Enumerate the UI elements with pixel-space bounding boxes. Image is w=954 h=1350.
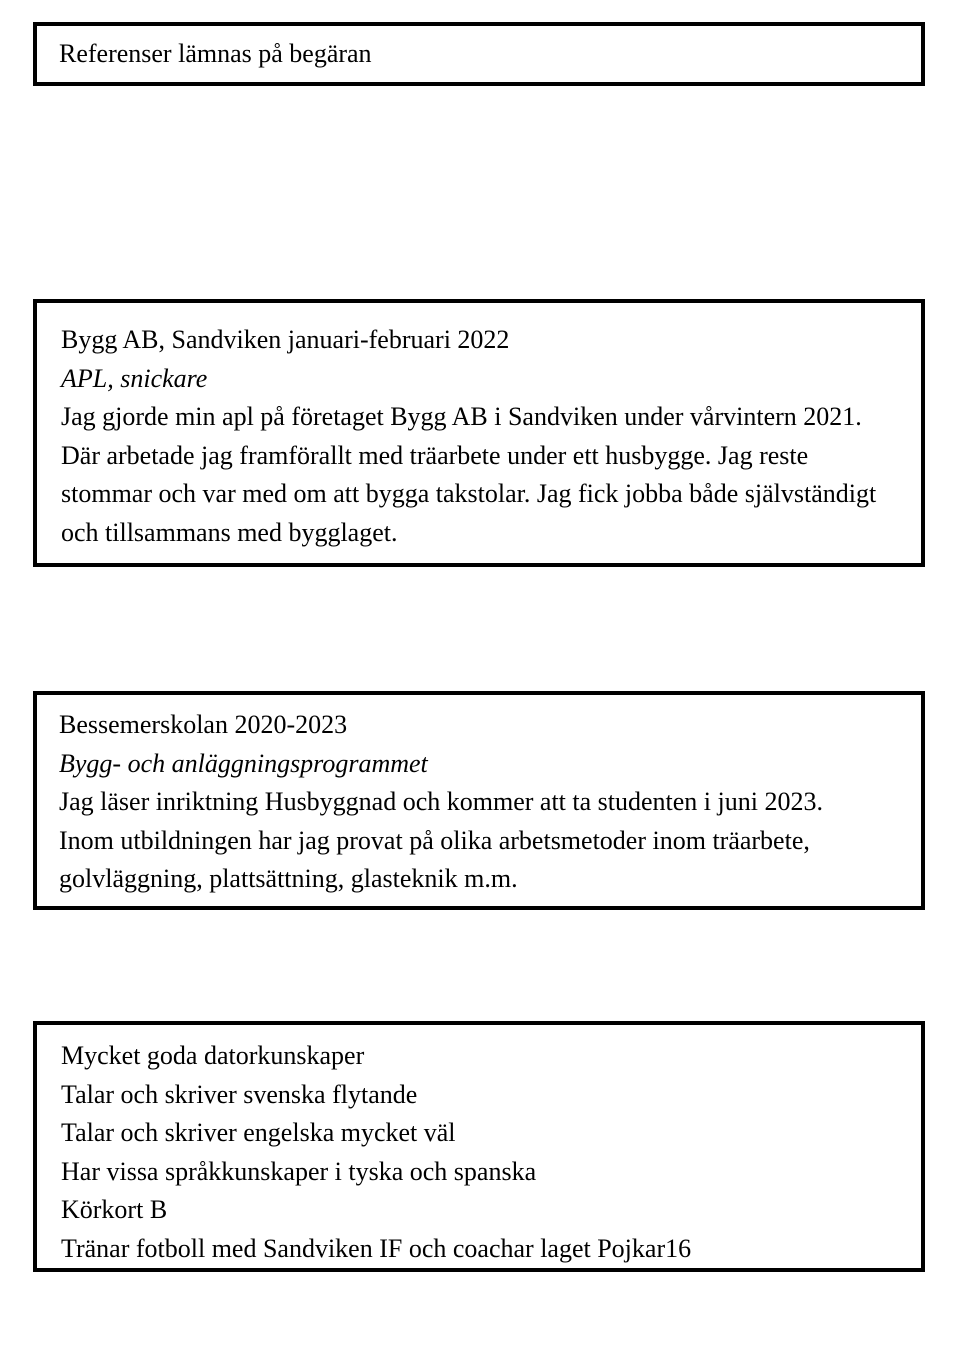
skill-item: Talar och skriver svenska flytande (61, 1079, 418, 1109)
work-description: Jag gjorde min apl på företaget Bygg AB i Sandviken under vårvintern 2021. Där arbetade jag framförallt med träarbete under ett husbygge. Jag reste stommar och var med om att bygga takstolar. Jag fick jobba både självständigt och tillsammans med bygglaget. (61, 402, 877, 547)
education-description-line: Jag läser inriktning Husbyggnad och kommer att ta studenten i juni 2023. (59, 787, 823, 817)
skill-item: Talar och skriver engelska mycket väl (61, 1118, 456, 1148)
work-role: APL, snickare (61, 363, 208, 393)
work-heading: Bygg AB, Sandviken januari-februari 2022 (61, 325, 510, 354)
references-text: Referenser lämnas på begäran (59, 39, 372, 68)
skill-item: Har vissa språkkunskaper i tyska och spanska (61, 1156, 537, 1186)
education-section (33, 691, 925, 910)
work-experience-section (33, 299, 925, 567)
education-heading: Bessemerskolan 2020-2023 (59, 710, 348, 739)
references-section (33, 22, 925, 86)
skill-item: Körkort B (61, 1195, 168, 1225)
education-description-line: golvläggning, plattsättning, glasteknik m.m. (59, 864, 518, 894)
skill-item: Tränar fotboll med Sandviken IF och coachar laget Pojkar16 (61, 1233, 692, 1263)
education-program: Bygg- och anläggningsprogrammet (59, 748, 428, 778)
education-description-line: Inom utbildningen har jag provat på olika arbetsmetoder inom träarbete, (59, 825, 810, 855)
skills-section (33, 1021, 925, 1272)
skill-item: Mycket goda datorkunskaper (61, 1041, 365, 1070)
